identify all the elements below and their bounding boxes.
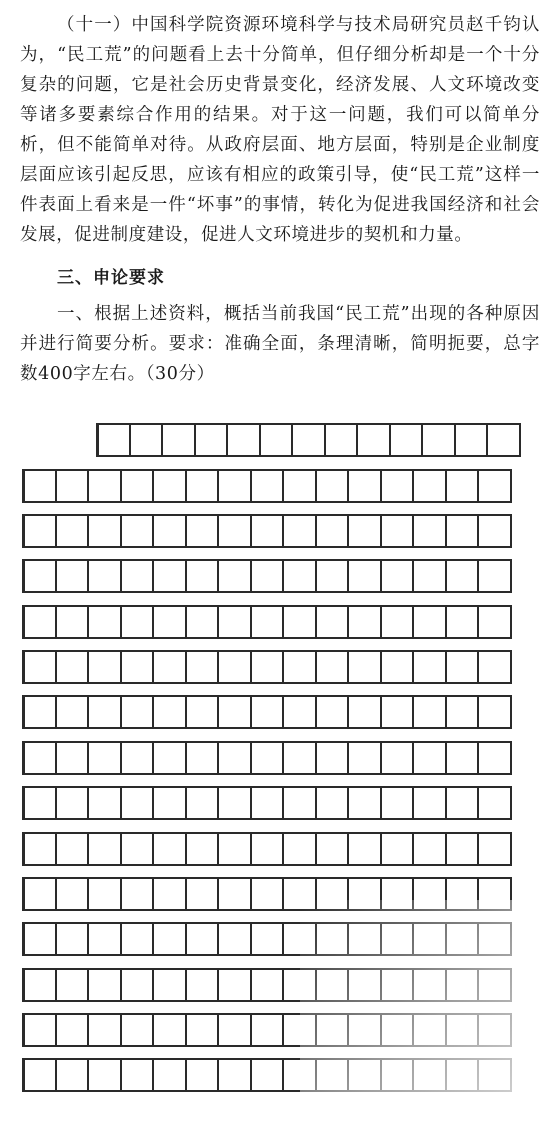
grid-cell[interactable]	[120, 559, 155, 593]
grid-cell[interactable]	[22, 741, 57, 775]
grid-cell[interactable]	[250, 922, 285, 956]
grid-cell[interactable]	[315, 832, 350, 866]
grid-cell[interactable]	[347, 469, 382, 503]
grid-cell[interactable]	[22, 559, 57, 593]
grid-cell[interactable]	[259, 423, 294, 457]
grid-cell[interactable]	[477, 1013, 512, 1047]
grid-cell[interactable]	[22, 832, 57, 866]
grid-cell[interactable]	[315, 1013, 350, 1047]
grid-cell[interactable]	[185, 786, 220, 820]
grid-cell[interactable]	[282, 559, 317, 593]
grid-row	[22, 968, 510, 1002]
grid-cell[interactable]	[412, 968, 447, 1002]
grid-cell[interactable]	[477, 559, 512, 593]
grid-cell[interactable]	[217, 877, 252, 911]
grid-cell[interactable]	[185, 695, 220, 729]
grid-cell[interactable]	[315, 968, 350, 1002]
grid-cell[interactable]	[250, 514, 285, 548]
grid-cell[interactable]	[185, 741, 220, 775]
grid-cell[interactable]	[152, 695, 187, 729]
grid-cell[interactable]	[347, 877, 382, 911]
grid-cell[interactable]	[477, 877, 512, 911]
grid-cell[interactable]	[120, 1013, 155, 1047]
grid-row	[22, 695, 510, 729]
grid-cell[interactable]	[347, 741, 382, 775]
grid-cell[interactable]	[152, 922, 187, 956]
grid-cell[interactable]	[55, 741, 90, 775]
grid-cell[interactable]	[315, 922, 350, 956]
grid-cell[interactable]	[152, 514, 187, 548]
grid-cell[interactable]	[217, 741, 252, 775]
grid-cell[interactable]	[445, 514, 480, 548]
grid-cell[interactable]	[22, 922, 57, 956]
grid-cell[interactable]	[250, 1058, 285, 1092]
grid-cell[interactable]	[412, 650, 447, 684]
grid-cell[interactable]	[347, 786, 382, 820]
grid-cell[interactable]	[282, 469, 317, 503]
grid-cell[interactable]	[120, 922, 155, 956]
grid-cell[interactable]	[445, 968, 480, 1002]
grid-cell[interactable]	[282, 786, 317, 820]
grid-cell[interactable]	[445, 786, 480, 820]
grid-row	[22, 877, 510, 911]
grid-cell[interactable]	[250, 605, 285, 639]
grid-cell[interactable]	[347, 832, 382, 866]
grid-cell[interactable]	[389, 423, 424, 457]
grid-cell[interactable]	[87, 741, 122, 775]
grid-cell[interactable]	[477, 832, 512, 866]
grid-cell[interactable]	[185, 877, 220, 911]
grid-cell[interactable]	[217, 469, 252, 503]
grid-cell[interactable]	[55, 559, 90, 593]
grid-cell[interactable]	[22, 877, 57, 911]
grid-cell[interactable]	[120, 605, 155, 639]
grid-cell[interactable]	[152, 832, 187, 866]
grid-cell[interactable]	[250, 968, 285, 1002]
section-heading: 三、申论要求	[57, 268, 165, 288]
grid-cell[interactable]	[217, 514, 252, 548]
grid-cell[interactable]	[282, 1058, 317, 1092]
grid-cell[interactable]	[250, 469, 285, 503]
grid-cell[interactable]	[217, 559, 252, 593]
grid-cell[interactable]	[477, 968, 512, 1002]
grid-cell[interactable]	[380, 1058, 415, 1092]
grid-cell[interactable]	[152, 469, 187, 503]
grid-cell[interactable]	[22, 469, 57, 503]
grid-cell[interactable]	[315, 741, 350, 775]
grid-cell[interactable]	[477, 786, 512, 820]
grid-cell[interactable]	[380, 605, 415, 639]
grid-cell[interactable]	[347, 650, 382, 684]
grid-cell[interactable]	[22, 786, 57, 820]
grid-cell[interactable]	[152, 605, 187, 639]
grid-cell[interactable]	[87, 605, 122, 639]
grid-row	[22, 741, 510, 775]
grid-cell[interactable]	[55, 786, 90, 820]
grid-cell[interactable]	[96, 423, 131, 457]
grid-cell[interactable]	[87, 968, 122, 1002]
grid-cell[interactable]	[315, 1058, 350, 1092]
grid-cell[interactable]	[185, 469, 220, 503]
grid-cell[interactable]	[87, 922, 122, 956]
grid-cell[interactable]	[217, 1058, 252, 1092]
grid-cell[interactable]	[412, 1013, 447, 1047]
grid-cell[interactable]	[120, 968, 155, 1002]
grid-cell[interactable]	[120, 832, 155, 866]
grid-cell[interactable]	[250, 877, 285, 911]
grid-cell[interactable]	[250, 786, 285, 820]
grid-cell[interactable]	[185, 968, 220, 1002]
grid-cell[interactable]	[282, 650, 317, 684]
grid-cell[interactable]	[380, 695, 415, 729]
grid-cell[interactable]	[445, 741, 480, 775]
grid-cell[interactable]	[120, 877, 155, 911]
grid-cell[interactable]	[445, 605, 480, 639]
grid-cell[interactable]	[356, 423, 391, 457]
grid-row	[22, 832, 510, 866]
grid-cell[interactable]	[412, 786, 447, 820]
grid-cell[interactable]	[315, 650, 350, 684]
grid-cell[interactable]	[22, 605, 57, 639]
grid-cell[interactable]	[477, 469, 512, 503]
grid-row	[22, 514, 510, 548]
grid-cell[interactable]	[315, 786, 350, 820]
grid-cell[interactable]	[282, 1013, 317, 1047]
grid-cell[interactable]	[477, 741, 512, 775]
grid-cell[interactable]	[250, 832, 285, 866]
grid-cell[interactable]	[152, 877, 187, 911]
grid-row	[22, 605, 510, 639]
grid-cell[interactable]	[120, 741, 155, 775]
grid-cell[interactable]	[217, 832, 252, 866]
grid-cell[interactable]	[380, 514, 415, 548]
grid-cell[interactable]	[412, 741, 447, 775]
grid-cell[interactable]	[22, 968, 57, 1002]
grid-cell[interactable]	[250, 559, 285, 593]
grid-cell[interactable]	[217, 1013, 252, 1047]
grid-cell[interactable]	[217, 968, 252, 1002]
grid-cell[interactable]	[380, 650, 415, 684]
grid-cell[interactable]	[347, 968, 382, 1002]
grid-cell[interactable]	[282, 877, 317, 911]
grid-cell[interactable]	[120, 514, 155, 548]
grid-cell[interactable]	[87, 1058, 122, 1092]
grid-row	[22, 922, 510, 956]
grid-cell[interactable]	[250, 1013, 285, 1047]
grid-cell[interactable]	[152, 559, 187, 593]
grid-cell[interactable]	[477, 650, 512, 684]
grid-cell[interactable]	[282, 695, 317, 729]
grid-cell[interactable]	[55, 650, 90, 684]
grid-cell[interactable]	[412, 559, 447, 593]
grid-cell[interactable]	[315, 695, 350, 729]
grid-cell[interactable]	[445, 469, 480, 503]
grid-cell[interactable]	[412, 877, 447, 911]
grid-cell[interactable]	[185, 922, 220, 956]
grid-cell[interactable]	[486, 423, 521, 457]
grid-cell[interactable]	[315, 469, 350, 503]
grid-cell[interactable]	[87, 877, 122, 911]
grid-cell[interactable]	[347, 514, 382, 548]
grid-cell[interactable]	[445, 650, 480, 684]
grid-cell[interactable]	[477, 605, 512, 639]
grid-cell[interactable]	[185, 1058, 220, 1092]
grid-cell[interactable]	[282, 741, 317, 775]
grid-cell[interactable]	[22, 1058, 57, 1092]
grid-cell[interactable]	[55, 922, 90, 956]
grid-cell[interactable]	[250, 695, 285, 729]
grid-cell[interactable]	[347, 922, 382, 956]
grid-cell[interactable]	[477, 1058, 512, 1092]
grid-cell[interactable]	[477, 514, 512, 548]
grid-cell[interactable]	[129, 423, 164, 457]
grid-cell[interactable]	[185, 559, 220, 593]
grid-cell[interactable]	[55, 514, 90, 548]
grid-cell[interactable]	[380, 1013, 415, 1047]
grid-cell[interactable]	[217, 650, 252, 684]
grid-cell[interactable]	[226, 423, 261, 457]
grid-cell[interactable]	[185, 1013, 220, 1047]
grid-cell[interactable]	[412, 922, 447, 956]
grid-cell[interactable]	[194, 423, 229, 457]
grid-cell[interactable]	[315, 514, 350, 548]
grid-cell[interactable]	[55, 832, 90, 866]
grid-cell[interactable]	[380, 968, 415, 1002]
grid-cell[interactable]	[152, 786, 187, 820]
grid-cell[interactable]	[477, 922, 512, 956]
grid-cell[interactable]	[412, 514, 447, 548]
grid-row	[96, 423, 519, 457]
grid-cell[interactable]	[87, 514, 122, 548]
grid-cell[interactable]	[87, 832, 122, 866]
grid-cell[interactable]	[282, 514, 317, 548]
grid-cell[interactable]	[87, 650, 122, 684]
grid-cell[interactable]	[445, 832, 480, 866]
grid-cell[interactable]	[347, 605, 382, 639]
grid-cell[interactable]	[412, 605, 447, 639]
grid-cell[interactable]	[291, 423, 326, 457]
grid-cell[interactable]	[412, 469, 447, 503]
grid-cell[interactable]	[185, 832, 220, 866]
grid-cell[interactable]	[445, 877, 480, 911]
grid-cell[interactable]	[87, 1013, 122, 1047]
grid-cell[interactable]	[152, 1013, 187, 1047]
question-text: 一、根据上述资料，概括当前我国“民工荒”出现的各种原因并进行简要分析。要求：准确全面，条理清晰，简明扼要，总字数400字左右。（30分）	[20, 304, 540, 384]
grid-cell[interactable]	[445, 1058, 480, 1092]
grid-cell[interactable]	[445, 922, 480, 956]
grid-cell[interactable]	[120, 1058, 155, 1092]
grid-cell[interactable]	[87, 469, 122, 503]
grid-cell[interactable]	[87, 786, 122, 820]
grid-cell[interactable]	[380, 741, 415, 775]
grid-cell[interactable]	[380, 469, 415, 503]
grid-cell[interactable]	[412, 832, 447, 866]
grid-cell[interactable]	[347, 559, 382, 593]
grid-cell[interactable]	[217, 605, 252, 639]
grid-cell[interactable]	[380, 922, 415, 956]
material-paragraph: （十一）中国科学院资源环境科学与技术局研究员赵千钧认为，“民工荒”的问题看上去十分简单，但仔细分析却是一个十分复杂的问题，它是社会历史背景变化，经济发展、人文环境改变等诸多要素综合作用的结果。对于这一问题，我们可以简单分析，但不能简单对待。从政府层面、地方层面，特别是企业制度层面应该引起反思，应该有相应的政策引导，使“民工荒”这样一件表面上看来是一件“坏事”的事情，转化为促进我国经济和社会发展，促进制度建设，促进人文环境进步的契机和力量。	[20, 15, 540, 245]
grid-cell[interactable]	[22, 514, 57, 548]
grid-cell[interactable]	[152, 1058, 187, 1092]
grid-row	[22, 1058, 510, 1092]
grid-cell[interactable]	[55, 877, 90, 911]
grid-cell[interactable]	[421, 423, 456, 457]
grid-row	[22, 469, 510, 503]
grid-cell[interactable]	[152, 741, 187, 775]
grid-cell[interactable]	[282, 832, 317, 866]
grid-cell[interactable]	[282, 605, 317, 639]
grid-cell[interactable]	[380, 877, 415, 911]
grid-cell[interactable]	[477, 695, 512, 729]
grid-cell[interactable]	[55, 1013, 90, 1047]
grid-cell[interactable]	[282, 968, 317, 1002]
grid-cell[interactable]	[217, 695, 252, 729]
grid-cell[interactable]	[161, 423, 196, 457]
grid-cell[interactable]	[250, 741, 285, 775]
grid-cell[interactable]	[412, 695, 447, 729]
grid-cell[interactable]	[152, 968, 187, 1002]
grid-row	[22, 1013, 510, 1047]
grid-cell[interactable]	[347, 695, 382, 729]
grid-cell[interactable]	[87, 695, 122, 729]
grid-cell[interactable]	[217, 786, 252, 820]
grid-cell[interactable]	[22, 650, 57, 684]
grid-row	[22, 559, 510, 593]
grid-cell[interactable]	[120, 695, 155, 729]
grid-cell[interactable]	[324, 423, 359, 457]
grid-cell[interactable]	[315, 877, 350, 911]
grid-cell[interactable]	[380, 832, 415, 866]
grid-cell[interactable]	[282, 922, 317, 956]
grid-cell[interactable]	[55, 469, 90, 503]
grid-cell[interactable]	[120, 650, 155, 684]
grid-cell[interactable]	[380, 559, 415, 593]
grid-cell[interactable]	[185, 650, 220, 684]
grid-cell[interactable]	[120, 786, 155, 820]
grid-cell[interactable]	[250, 650, 285, 684]
grid-row	[22, 786, 510, 820]
grid-cell[interactable]	[315, 559, 350, 593]
grid-cell[interactable]	[55, 968, 90, 1002]
grid-cell[interactable]	[347, 1058, 382, 1092]
grid-cell[interactable]	[87, 559, 122, 593]
grid-cell[interactable]	[315, 605, 350, 639]
grid-cell[interactable]	[445, 695, 480, 729]
grid-cell[interactable]	[185, 605, 220, 639]
grid-cell[interactable]	[347, 1013, 382, 1047]
grid-cell[interactable]	[22, 695, 57, 729]
grid-cell[interactable]	[445, 559, 480, 593]
grid-cell[interactable]	[22, 1013, 57, 1047]
grid-cell[interactable]	[217, 922, 252, 956]
grid-cell[interactable]	[120, 469, 155, 503]
grid-cell[interactable]	[185, 514, 220, 548]
grid-cell[interactable]	[55, 695, 90, 729]
grid-cell[interactable]	[55, 1058, 90, 1092]
grid-row	[22, 650, 510, 684]
grid-cell[interactable]	[55, 605, 90, 639]
grid-cell[interactable]	[152, 650, 187, 684]
grid-cell[interactable]	[412, 1058, 447, 1092]
grid-cell[interactable]	[445, 1013, 480, 1047]
grid-cell[interactable]	[380, 786, 415, 820]
grid-cell[interactable]	[454, 423, 489, 457]
